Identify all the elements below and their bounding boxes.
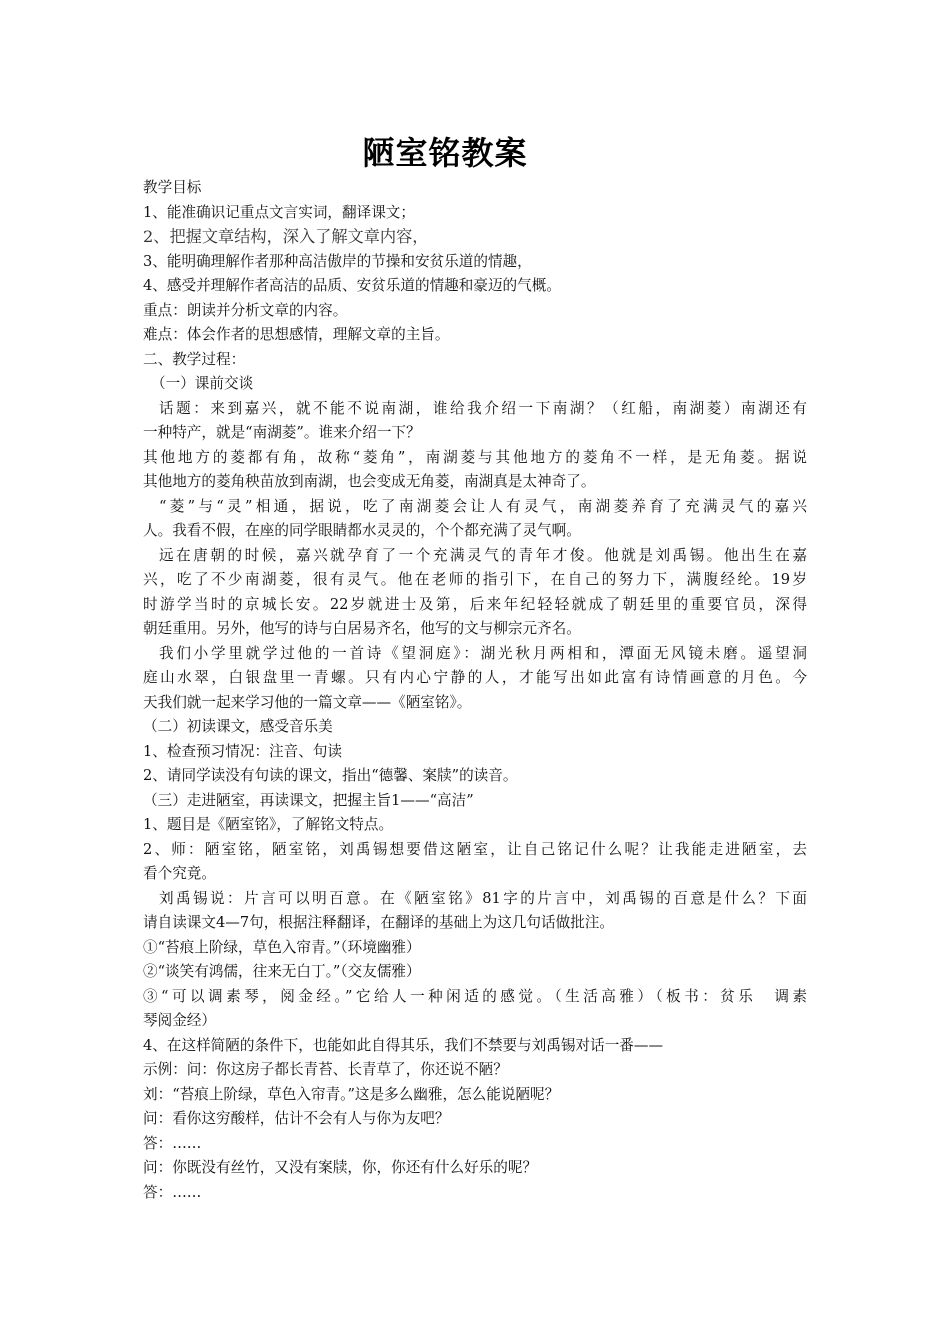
text-line: 答：…… bbox=[143, 1134, 202, 1152]
text-line: 1、检查预习情况：注音、句读 bbox=[143, 742, 343, 760]
text-line: 4、感受并理解作者高洁的品质、安贫乐道的情趣和豪迈的气概。 bbox=[143, 277, 561, 294]
text-line: 1、能准确识记重点文言实词，翻译课文； bbox=[143, 203, 415, 221]
text-line: 一种特产，就是“南湖菱”。谁来介绍一下？ bbox=[143, 424, 421, 441]
text-line: 问：你既没有丝竹，又没有案牍，你，你还有什么好乐的呢？ bbox=[143, 1159, 538, 1176]
text-line: 重点：朗读并分析文章的内容。 bbox=[143, 301, 348, 319]
text-line: 2、请同学读没有句读的课文，指出“德馨、案牍”的读音。 bbox=[143, 767, 518, 784]
text-line: （二）初读课文，感受音乐美 bbox=[143, 718, 333, 735]
text-line: （一）课前交谈 bbox=[151, 375, 254, 392]
text-line: ①“苔痕上阶绿，草色入帘青。”（环境幽雅） bbox=[143, 938, 421, 956]
text-line: 二、教学过程： bbox=[143, 350, 246, 368]
text-line: “菱”与“灵”相通，据说，吃了南湖菱会让人有灵气，南湖菱养育了充满灵气的嘉兴 bbox=[159, 497, 807, 515]
text-line: 请自读课文4—7句，根据注释翻译，在翻译的基础上为这几句话做批注。 bbox=[143, 914, 614, 931]
text-line: 2、师：陋室铭，陋室铭，刘禹锡想要借这陋室，让自己铭记什么呢？让我能走进陋室，去 bbox=[143, 840, 807, 858]
text-line: 其他地方的菱角秧苗放到南湖，也会变成无角菱，南湖真是太神奇了。 bbox=[143, 473, 596, 490]
text-line: 刘禹锡说：片言可以明百意。在《陋室铭》81字的片言中，刘禹锡的百意是什么？下面 bbox=[159, 889, 807, 907]
text-line: 2、把握文章结构，深入了解文章内容， bbox=[143, 227, 429, 246]
text-line: 琴阅金经） bbox=[143, 1012, 216, 1029]
page-title: 陋室铭教案 bbox=[362, 134, 528, 172]
text-line: ②“谈笑有鸿儒，往来无白丁。”（交友儒雅） bbox=[143, 963, 421, 980]
text-line: 看个究竟。 bbox=[143, 865, 216, 882]
document-body bbox=[143, 176, 807, 1205]
text-line: 朝廷重用。另外，他写的诗与白居易齐名，他写的文与柳宗元齐名。 bbox=[143, 620, 581, 637]
text-line: 人。我看不假，在座的同学眼睛都水灵灵的，个个都充满了灵气啊。 bbox=[143, 522, 581, 539]
text-line: （三）走进陋室，再读课文，把握主旨1——“高洁” bbox=[143, 791, 474, 809]
text-line: 4、在这样简陋的条件下，也能如此自得其乐，我们不禁要与刘禹锡对话一番—— bbox=[143, 1036, 664, 1054]
text-line: 话题：来到嘉兴，就不能不说南湖，谁给我介绍一下南湖？（红船，南湖菱）南湖还有 bbox=[159, 399, 807, 417]
text-line: 兴，吃了不少南湖菱，很有灵气。他在老师的指引下，在自己的努力下，满腹经纶。19岁 bbox=[143, 571, 807, 588]
text-line: 其他地方的菱都有角，故称“菱角”，南湖菱与其他地方的菱角不一样，是无角菱。据说 bbox=[143, 448, 807, 466]
text-line: 1、题目是《陋室铭》，了解铭文特点。 bbox=[143, 816, 394, 833]
text-line: 天我们就一起来学习他的一篇文章——《陋室铭》。 bbox=[143, 693, 472, 711]
text-line: 远在唐朝的时候，嘉兴就孕育了一个充满灵气的青年才俊。他就是刘禹锡。他出生在嘉 bbox=[159, 546, 807, 564]
text-line: 问：看你这穷酸样，估计不会有人与你为友吧？ bbox=[143, 1110, 450, 1127]
text-line: 庭山水翠，白银盘里一青螺。只有内心宁静的人，才能写出如此富有诗情画意的月色。今 bbox=[143, 669, 807, 686]
text-line: 难点：体会作者的思想感情，理解文章的主旨。 bbox=[143, 326, 450, 343]
text-line: 答：…… bbox=[143, 1183, 202, 1201]
text-line: ③“可以调素琴，阅金经。”它给人一种闲适的感觉。（生活高雅）（板书：贫乐 调素 bbox=[143, 987, 807, 1005]
text-line: 我们小学里就学过他的一首诗《望洞庭》：湖光秋月两相和，潭面无风镜未磨。遥望洞 bbox=[159, 644, 807, 662]
text-line: 示例：问：你这房子都长青苔、长青草了，你还说不陋？ bbox=[143, 1061, 508, 1078]
text-line: 刘：“苔痕上阶绿，草色入帘青。”这是多么幽雅，怎么能说陋呢？ bbox=[143, 1085, 560, 1103]
text-line: 时游学当时的京城长安。22岁就进士及第，后来年纪轻轻就成了朝廷里的重要官员，深得 bbox=[143, 595, 807, 613]
text-line: 3、能明确理解作者那种高洁傲岸的节操和安贫乐道的情趣， bbox=[143, 252, 532, 270]
text-line: 教学目标 bbox=[143, 179, 202, 196]
